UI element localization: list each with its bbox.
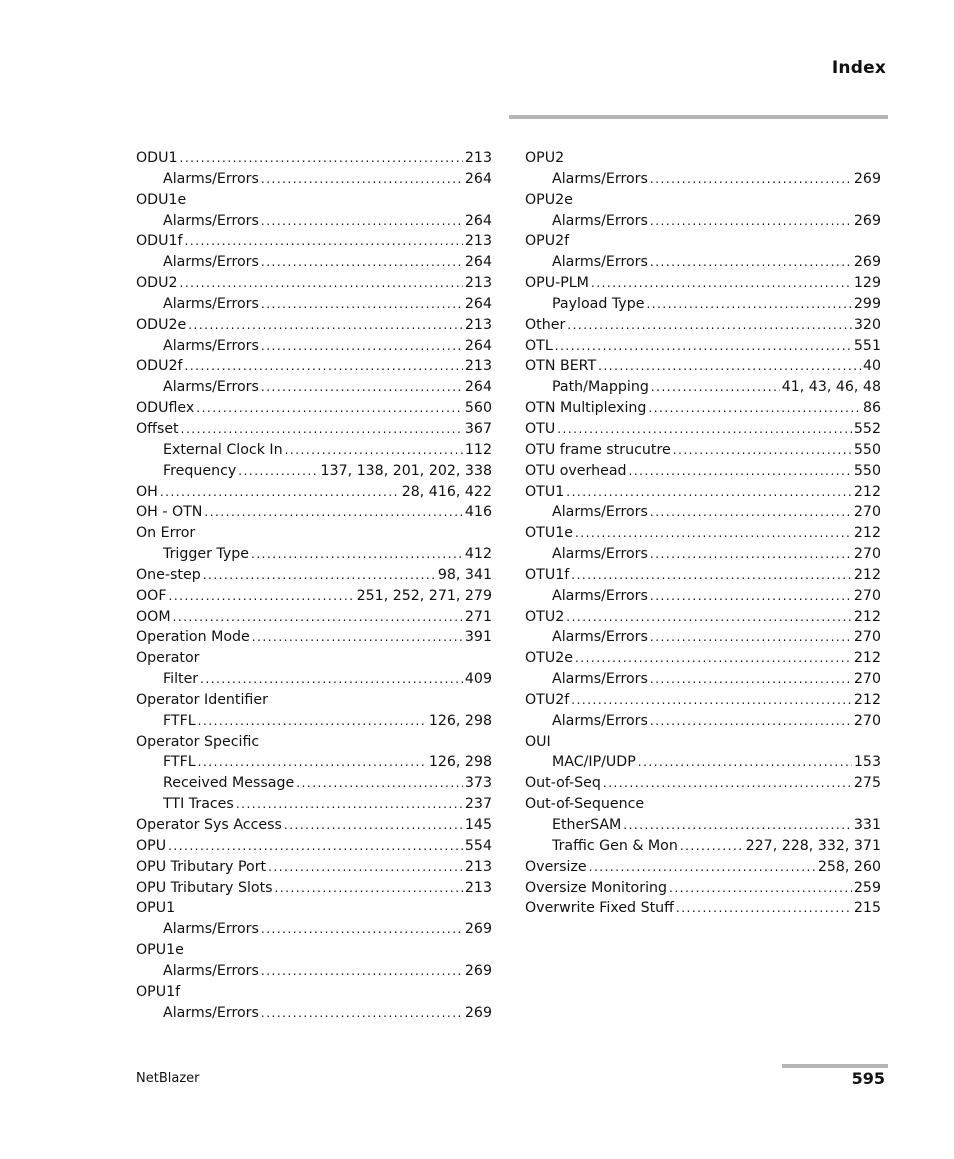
index-page-refs[interactable]: 269 [853,212,881,229]
dot-leader [566,607,852,628]
index-page-refs[interactable]: 269 [464,1004,492,1021]
index-subentry [136,773,492,794]
index-column-right [525,148,881,919]
index-term: OTU1 [525,483,565,500]
dot-leader [198,711,427,732]
index-column-left [136,148,492,1023]
index-entry [136,898,492,919]
index-term: One-step [136,566,201,583]
dot-leader [650,502,852,523]
index-entry [136,273,492,294]
dot-leader [285,440,463,461]
dot-leader [557,419,852,440]
index-term: OOF [136,587,167,604]
index-subentry [525,586,881,607]
index-entry [136,356,492,377]
index-term: Oversize Monitoring [525,879,668,896]
index-term: Received Message [163,775,295,792]
index-term: ODU2e [136,316,187,333]
dot-leader [676,898,852,919]
index-term: Payload Type [552,295,645,312]
index-page-refs[interactable]: 137, 138, 201, 202, 338 [320,462,492,479]
index-term: OPU1f [136,983,181,1000]
index-entry [136,940,492,961]
index-subentry [136,919,492,940]
index-term: OPU2f [525,233,570,250]
index-page-refs[interactable]: 41, 43, 46, 48 [781,379,881,396]
index-term: Alarms/Errors [552,504,648,521]
index-term: EtherSAM [552,817,622,833]
index-entry [136,627,492,648]
index-subentry [136,294,492,315]
index-term: Alarms/Errors [552,170,648,187]
dot-leader [198,752,427,773]
index-page-refs[interactable]: 270 [853,671,881,688]
index-page-refs[interactable]: 212 [853,691,881,708]
index-entry [525,898,881,919]
index-page-refs[interactable]: 560 [464,400,492,417]
index-entry [525,336,881,357]
index-page-refs[interactable]: 552 [853,420,881,437]
index-page-refs[interactable]: 212 [853,608,881,625]
index-term: OTU1f [525,566,570,583]
index-page-refs[interactable]: 270 [853,712,881,729]
index-term: OTU frame strucutre [525,441,671,458]
index-subentry [136,252,492,273]
index-entry [525,878,881,899]
dot-leader [673,440,852,461]
index-page-refs[interactable]: 237 [464,796,492,813]
index-term: OPU1e [136,942,184,959]
index-entry [525,398,881,419]
index-page-refs[interactable]: 212 [853,483,881,500]
index-term: Alarms/Errors [163,379,259,396]
index-entry [525,419,881,440]
index-entry [525,794,881,815]
dot-leader [168,836,463,857]
index-page-refs[interactable]: 213 [464,233,492,250]
index-entry [136,419,492,440]
index-entry [525,648,881,669]
dot-leader [575,648,852,669]
index-entry [525,148,881,169]
dot-leader [591,273,852,294]
index-page-refs[interactable]: 271 [464,608,492,625]
index-term: ODU2f [136,358,183,375]
index-entry [136,586,492,607]
index-page-refs[interactable]: 275 [853,775,881,792]
dot-leader [181,419,463,440]
index-term: Alarms/Errors [163,295,259,312]
index-term: External Clock In [163,441,283,458]
index-entry [525,732,881,753]
index-term: OTN BERT [525,358,597,375]
index-entry [525,273,881,294]
index-page-refs[interactable]: 126, 298 [428,754,492,771]
index-page-refs[interactable]: 551 [853,337,881,354]
dot-leader [571,690,852,711]
index-page-refs[interactable]: 264 [464,295,492,312]
index-page-refs[interactable]: 412 [464,546,492,563]
index-entry [525,315,881,336]
index-page-refs[interactable]: 213 [464,316,492,333]
index-entry [136,732,492,753]
footer-product-name: NetBlazer [136,1071,200,1086]
index-subentry [136,794,492,815]
dot-leader [275,878,463,899]
index-subentry [136,711,492,732]
dot-leader [669,878,852,899]
index-subentry [136,440,492,461]
index-page-refs[interactable]: 213 [464,150,492,166]
index-term: Alarms/Errors [163,1004,259,1021]
dot-leader [173,607,463,628]
index-term: ODUflex [136,400,195,417]
dot-leader [623,815,852,836]
index-page-refs[interactable]: 269 [464,921,492,938]
index-subentry [136,544,492,565]
index-page-refs[interactable]: 129 [853,275,881,292]
dot-leader [589,857,816,878]
index-term: Alarms/Errors [163,921,259,938]
index-entry [136,523,492,544]
index-term: Trigger Type [163,546,250,563]
index-page-refs[interactable]: 409 [464,671,492,688]
index-subentry [136,669,492,690]
index-page-refs[interactable]: 212 [853,566,881,583]
index-page-refs[interactable]: 269 [853,254,881,271]
index-entry [525,565,881,586]
index-term: OOM [136,608,171,625]
dot-leader [196,398,463,419]
index-term: OPU1 [136,900,176,917]
index-page-refs[interactable]: 259 [853,879,881,896]
dot-leader [188,315,463,336]
dot-leader [650,669,852,690]
index-subentry [136,961,492,982]
index-entry [525,607,881,628]
index-term: MAC/IP/UDP [552,754,636,771]
dot-leader [650,627,852,648]
index-entry [136,190,492,211]
index-subentry [136,752,492,773]
dot-leader [261,252,463,273]
index-term: OTU1e [525,525,573,542]
index-entry [525,190,881,211]
index-term: ODU2 [136,275,178,292]
index-term: Frequency [163,462,237,479]
index-term: FTFL [163,754,196,771]
dot-leader [603,773,852,794]
dot-leader [646,294,851,315]
dot-leader [296,773,463,794]
index-term: Alarms/Errors [552,212,648,229]
index-term: Overwrite Fixed Stuff [525,900,674,917]
dot-leader [236,794,463,815]
index-subentry [136,169,492,190]
index-entry [136,148,492,169]
index-page-refs[interactable]: 112 [464,441,492,458]
index-term: OTL [525,337,553,354]
index-subentry [525,377,881,398]
dot-leader [598,356,861,377]
index-page-refs[interactable]: 215 [853,900,881,917]
index-term: Alarms/Errors [163,254,259,271]
dot-leader [261,294,463,315]
dot-leader [680,836,744,857]
index-entry [136,315,492,336]
dot-leader [650,169,852,190]
index-subentry [525,502,881,523]
index-entry [136,398,492,419]
dot-leader [261,919,463,940]
index-entry [136,648,492,669]
dot-leader [261,211,463,232]
index-page-refs[interactable]: 320 [853,316,881,333]
index-entry [136,857,492,878]
index-term: OH [136,483,158,500]
dot-leader [238,461,318,482]
dot-leader [650,586,852,607]
index-page-refs[interactable]: 213 [464,858,492,875]
index-entry [136,690,492,711]
page-number: 595 [851,1069,885,1088]
index-page-refs[interactable]: 258, 260 [817,858,881,875]
index-term: Alarms/Errors [163,212,259,229]
index-page-refs[interactable]: 270 [853,587,881,604]
index-subentry [525,294,881,315]
dot-leader [261,1003,463,1024]
index-entry [136,815,492,836]
index-entry [136,231,492,252]
index-page-refs[interactable]: 269 [853,170,881,187]
index-term: Filter [163,671,199,688]
index-term: Offset [136,420,179,437]
index-term: OPU-PLM [525,275,589,292]
dot-leader [650,711,852,732]
index-term: Alarms/Errors [552,712,648,729]
dot-leader [638,752,852,773]
index-term: Operator Identifier [136,691,268,708]
index-entry [136,607,492,628]
dot-leader [204,502,462,523]
index-page-refs[interactable]: 227, 228, 332, 371 [745,837,881,854]
index-term: OTU overhead [525,462,627,479]
page-header-title: Index [831,58,886,78]
index-term: ODU1f [136,233,183,250]
index-subentry [136,336,492,357]
index-term: Operator Specific [136,733,260,750]
index-term: OUI [525,733,551,750]
index-subentry [525,627,881,648]
index-subentry [525,669,881,690]
index-term: ODU1e [136,191,187,208]
index-term: ODU1 [136,150,178,166]
index-entry [136,836,492,857]
index-entry [136,565,492,586]
index-page-refs[interactable]: 153 [853,754,881,771]
index-entry [525,690,881,711]
index-page-refs[interactable]: 264 [464,254,492,271]
index-page-refs[interactable]: 550 [853,462,881,479]
dot-leader [185,231,463,252]
index-subentry [525,752,881,773]
index-term: Alarms/Errors [552,629,648,646]
index-term: On Error [136,525,196,542]
dot-leader [629,461,852,482]
index-term: Alarms/Errors [552,587,648,604]
index-term: OPU Tributary Port [136,858,267,875]
dot-leader [567,315,852,336]
header-divider [509,115,888,119]
index-term: OPU2e [525,191,573,208]
index-page-refs[interactable]: 270 [853,629,881,646]
dot-leader [261,169,463,190]
dot-leader [185,356,463,377]
dot-leader [268,857,463,878]
dot-leader [180,273,463,294]
index-page-refs[interactable]: 391 [464,629,492,646]
index-term: Oversize [525,858,587,875]
dot-leader [261,336,463,357]
index-page-refs[interactable]: 269 [464,962,492,979]
dot-leader [651,377,780,398]
dot-leader [648,398,861,419]
index-page-refs[interactable]: 264 [464,170,492,187]
index-term: Operator [136,650,200,667]
index-subentry [525,169,881,190]
index-term: OTU [525,420,556,437]
index-page-refs[interactable]: 373 [464,775,492,792]
index-term: OH - OTN [136,504,203,521]
index-term: Path/Mapping [552,379,649,396]
dot-leader [252,627,463,648]
dot-leader [650,544,852,565]
index-page-refs[interactable]: 264 [464,379,492,396]
index-subentry [525,211,881,232]
index-subentry [136,1003,492,1024]
index-page-refs[interactable]: 270 [853,546,881,563]
index-page-refs[interactable]: 554 [464,837,492,854]
index-subentry [136,461,492,482]
index-page-refs[interactable]: 213 [464,275,492,292]
index-subentry [525,252,881,273]
index-page-refs[interactable]: 416 [464,504,492,521]
index-term: OTN Multiplexing [525,400,647,417]
dot-leader [650,211,852,232]
dot-leader [555,336,852,357]
index-term: Alarms/Errors [163,170,259,187]
index-term: Operator Sys Access [136,817,282,833]
index-page-refs[interactable]: 367 [464,420,492,437]
dot-leader [180,148,463,169]
index-entry [525,857,881,878]
index-term: Operation Mode [136,629,250,646]
index-term: Alarms/Errors [552,546,648,563]
index-subentry [525,815,881,836]
index-page-refs[interactable]: 40 [862,358,881,375]
index-term: OPU2 [525,150,565,166]
index-term: Other [525,316,566,333]
index-page-refs[interactable]: 86 [862,400,881,417]
index-entry [525,461,881,482]
index-entry [136,878,492,899]
index-page-refs[interactable]: 264 [464,337,492,354]
index-subentry [525,544,881,565]
dot-leader [261,961,463,982]
dot-leader [251,544,463,565]
index-page-refs[interactable]: 550 [853,441,881,458]
index-term: OTU2e [525,650,573,667]
dot-leader [566,482,852,503]
index-entry [525,523,881,544]
index-term: OTU2 [525,608,565,625]
index-entry [525,231,881,252]
index-term: OTU2f [525,691,570,708]
index-page-refs[interactable]: 212 [853,650,881,667]
index-page-refs[interactable]: 213 [464,358,492,375]
index-entry [525,440,881,461]
dot-leader [203,565,436,586]
dot-leader [284,815,463,836]
dot-leader [575,523,852,544]
footer-divider [782,1064,888,1068]
index-entry [136,502,492,523]
index-page-refs[interactable]: 251, 252, 271, 279 [356,587,492,604]
index-subentry [525,836,881,857]
index-entry [525,773,881,794]
index-term: TTI Traces [163,796,234,813]
index-term: OPU [136,837,167,854]
index-entry [136,982,492,1003]
index-term: Alarms/Errors [163,962,259,979]
index-term: Out-of-Sequence [525,796,645,813]
index-subentry [525,711,881,732]
index-term: Alarms/Errors [552,671,648,688]
index-entry [525,482,881,503]
index-page-refs[interactable]: 270 [853,504,881,521]
index-page-refs[interactable]: 331 [853,817,881,833]
dot-leader [650,252,852,273]
index-page-refs[interactable]: 28, 416, 422 [401,483,492,500]
index-page-refs[interactable]: 299 [853,295,881,312]
index-term: Out-of-Seq [525,775,601,792]
dot-leader [261,377,463,398]
dot-leader [200,669,463,690]
index-page-refs[interactable]: 98, 341 [437,566,492,583]
dot-leader [169,586,355,607]
index-term: OPU Tributary Slots [136,879,273,896]
index-subentry [136,211,492,232]
index-page-refs[interactable]: 212 [853,525,881,542]
index-term: Alarms/Errors [163,337,259,354]
index-term: Traffic Gen & Mon [552,837,678,854]
dot-leader [571,565,852,586]
index-page-refs[interactable]: 145 [464,817,492,833]
index-subentry [136,377,492,398]
index-term: FTFL [163,712,196,729]
dot-leader [160,482,400,503]
index-page-refs[interactable]: 213 [464,879,492,896]
index-entry [525,356,881,377]
index-entry [136,482,492,503]
index-page-refs[interactable]: 126, 298 [428,712,492,729]
index-page-refs[interactable]: 264 [464,212,492,229]
index-term: Alarms/Errors [552,254,648,271]
